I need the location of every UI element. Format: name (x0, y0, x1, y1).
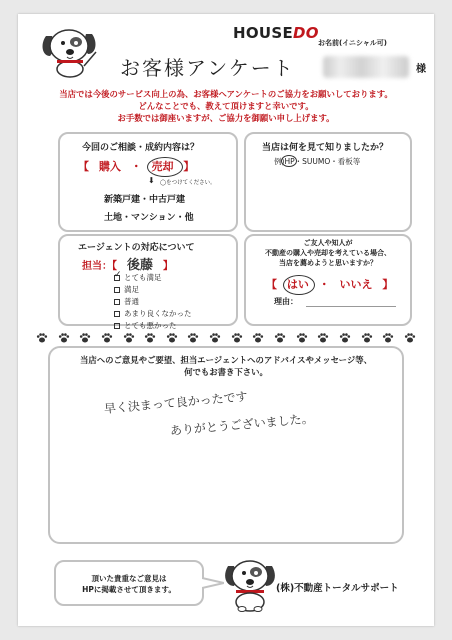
paw-print-icon (123, 332, 135, 344)
paw-divider (36, 332, 416, 346)
consultation-box (58, 132, 238, 232)
recommend-question: ご友人や知人が 不動産の購入や売却を考えている場合、 当店を薦めようと思いますか？ (265, 239, 391, 267)
consultation-title: 今回のご相談・成約内容は？ (82, 143, 200, 153)
paw-print-icon (144, 332, 156, 344)
reason-line[interactable] (306, 306, 396, 307)
rating-option[interactable]: ✓ とても満足 (114, 270, 162, 282)
reason-label: 理由： (274, 297, 298, 306)
intro-line: お手数では御座いますが、ご協力を御願い申し上げます。 (117, 113, 335, 123)
paw-print-icon (101, 332, 113, 344)
page-title: お客様アンケート (120, 56, 295, 80)
paw-print-icon (209, 332, 221, 344)
circle-note: ◯をつけてください。 (160, 180, 216, 186)
staff-row: 担当：【 後藤 】 (82, 258, 174, 273)
handwritten-comment-line1: 早く決まって良かったです (103, 389, 249, 416)
recommend-box (244, 234, 412, 326)
paw-print-icon (36, 332, 48, 344)
agent-service-title: エージェントの対応について (78, 243, 195, 253)
rating-option[interactable]: 満足 (114, 284, 139, 295)
brand-logo: HOUSEDO (233, 24, 319, 42)
paw-print-icon (58, 332, 70, 344)
speech-bubble: 頂いた貴重なご意見は HPに掲載させて頂きます。 (54, 560, 204, 606)
paw-print-icon (252, 332, 264, 344)
bubble-tail-icon (202, 576, 224, 590)
agent-service-box (58, 234, 238, 330)
rating-option[interactable]: 普通 (114, 296, 139, 307)
no-option[interactable]: いいえ (339, 278, 373, 291)
paw-print-icon (166, 332, 178, 344)
paw-print-icon (339, 332, 351, 344)
paw-print-icon (404, 332, 416, 344)
survey-sheet (18, 14, 434, 626)
paw-print-icon (79, 332, 91, 344)
paw-print-icon (317, 332, 329, 344)
yes-option[interactable]: はい (287, 278, 309, 291)
company-name: (株)不動産トータルサポート (276, 583, 399, 594)
referral-source-title: 当店は何を見て知りましたか？ (262, 143, 389, 153)
intro-line: どんなことでも、教えて頂けますと幸いです。 (138, 101, 314, 111)
intro-line: 当店では今後のサービス向上の為、お客様へアンケートのご協力をお願いしております。 (59, 89, 393, 99)
consultation-type-row: 【 購入 ・ 売却 】 (78, 158, 194, 174)
comments-title: 当店へのご意見やご要望、担当エージェントへのアドバイスやメッセージ等、 何でもお書き下さい。 (79, 355, 373, 377)
paw-print-icon (274, 332, 286, 344)
sell-option: 売却 (152, 160, 174, 173)
comments-box (48, 346, 404, 544)
paw-print-icon (382, 332, 394, 344)
name-field-redacted (323, 56, 409, 78)
rating-option[interactable]: あまり良くなかった (114, 308, 192, 319)
referral-source-examples: 例)HP ・SUUMO・看板等 (274, 157, 361, 166)
honorific: 様 (416, 64, 426, 75)
handwritten-comment-line2: ありがとうございました。 (169, 411, 315, 438)
arrow-down-icon: ⬇ (148, 176, 155, 185)
referral-source-box (244, 132, 412, 232)
dog-mascot-icon (224, 554, 276, 612)
dog-mascot-icon (40, 22, 98, 78)
paw-print-icon (361, 332, 373, 344)
property-types-line1: 新築戸建・中古戸建 (104, 195, 186, 205)
paw-print-icon (231, 332, 243, 344)
name-label: お名前(イニシャル可) (318, 39, 387, 47)
recommend-answer-row: 【 はい ・ いいえ 】 (266, 276, 393, 292)
rating-option[interactable]: とても悪かった (114, 320, 177, 331)
property-types-line2: 土地・マンション・他 (104, 213, 194, 223)
paw-print-icon (296, 332, 308, 344)
paw-print-icon (187, 332, 199, 344)
